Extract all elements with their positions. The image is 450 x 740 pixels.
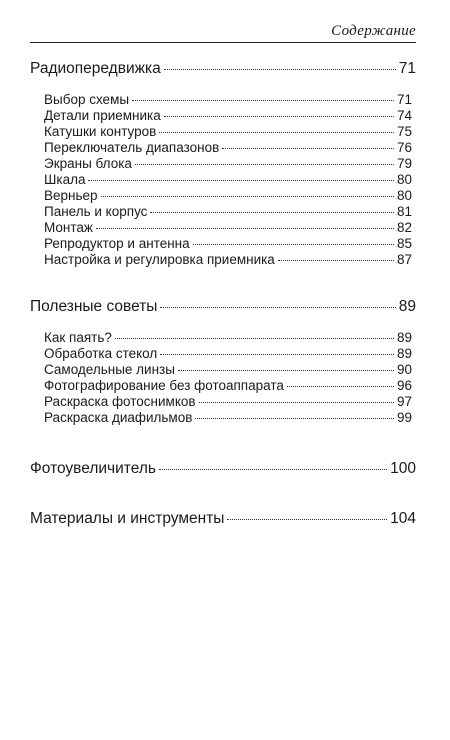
toc-item xyxy=(30,172,412,188)
leader-dots xyxy=(193,244,394,245)
toc-section-title: Фотоувеличитель xyxy=(30,460,156,477)
toc-page-number: 81 xyxy=(396,204,412,219)
toc-page-number: 71 xyxy=(396,92,412,107)
toc-item xyxy=(30,236,412,252)
toc-page-number: 97 xyxy=(396,394,412,409)
toc-page-number: 80 xyxy=(396,188,412,203)
toc-item-title: Раскраска фотоснимков xyxy=(44,394,196,409)
toc-item-title: Панель и корпус xyxy=(44,204,148,219)
header-title: Содержание xyxy=(331,23,416,39)
leader-dots xyxy=(227,519,387,520)
toc-item-title: Фотографирование без фотоаппарата xyxy=(44,378,284,393)
toc-page-number: 96 xyxy=(396,378,412,393)
toc-item xyxy=(30,252,412,268)
toc-item-title: Верньер xyxy=(44,188,98,203)
toc-page-number: 76 xyxy=(396,140,412,155)
toc-item-title: Монтаж xyxy=(44,220,93,235)
leader-dots xyxy=(199,402,394,403)
toc-item xyxy=(30,394,412,410)
leader-dots xyxy=(88,180,393,181)
toc-page-number: 90 xyxy=(396,362,412,377)
toc-item-title: Шкала xyxy=(44,172,86,187)
leader-dots xyxy=(135,164,394,165)
toc-item-title: Репродуктор и антенна xyxy=(44,236,190,251)
leader-dots xyxy=(101,196,394,197)
toc-page-number: 71 xyxy=(398,60,416,77)
toc-section-enlarger xyxy=(30,460,416,478)
toc-item xyxy=(30,188,412,204)
leader-dots xyxy=(164,116,394,117)
toc-item-title: Самодельные линзы xyxy=(44,362,175,377)
toc-item xyxy=(30,220,412,236)
toc-item xyxy=(30,124,412,140)
toc-page-number: 80 xyxy=(396,172,412,187)
toc-page-number: 99 xyxy=(396,410,412,425)
toc-item-title: Как паять? xyxy=(44,330,112,345)
toc-item-title: Экраны блока xyxy=(44,156,132,171)
leader-dots xyxy=(96,228,394,229)
leader-dots xyxy=(195,418,394,419)
toc-page-number: 87 xyxy=(396,252,412,267)
leader-dots xyxy=(287,386,394,387)
toc-section-radio xyxy=(30,60,416,78)
toc-section-title: Материалы и инструменты xyxy=(30,510,225,527)
toc-item-title: Детали приемника xyxy=(44,108,161,123)
leader-dots xyxy=(160,307,395,308)
toc-section-title: Радиопередвижка xyxy=(30,60,161,77)
leader-dots xyxy=(132,100,394,101)
leader-dots xyxy=(160,354,394,355)
toc-item xyxy=(30,362,412,378)
leader-dots xyxy=(278,260,394,261)
leader-dots xyxy=(115,338,394,339)
toc-item xyxy=(30,330,412,346)
toc-page-number: 79 xyxy=(396,156,412,171)
toc-item xyxy=(30,204,412,220)
leader-dots xyxy=(159,469,387,470)
toc-page-number: 89 xyxy=(396,330,412,345)
toc-item-title: Катушки контуров xyxy=(44,124,157,139)
toc-item-title: Раскраска диафильмов xyxy=(44,410,193,425)
toc-item xyxy=(30,156,412,172)
toc-item-title: Переключатель диапазонов xyxy=(44,140,220,155)
toc-section-materials xyxy=(30,510,416,528)
toc-item-title: Настройка и регулировка приемника xyxy=(44,252,275,267)
toc-page-number: 85 xyxy=(396,236,412,251)
toc-page-number: 100 xyxy=(390,460,416,477)
leader-dots xyxy=(178,370,394,371)
toc-item xyxy=(30,346,412,362)
toc-page-number: 104 xyxy=(390,510,416,527)
toc-page-number: 75 xyxy=(396,124,412,139)
running-header xyxy=(30,22,416,43)
toc-section-tips xyxy=(30,298,416,316)
leader-dots xyxy=(159,132,394,133)
toc-item xyxy=(30,92,412,108)
toc-section-title: Полезные советы xyxy=(30,298,158,315)
leader-dots xyxy=(222,148,394,149)
toc-item-title: Обработка стекол xyxy=(44,346,158,361)
toc-item xyxy=(30,140,412,156)
toc-page-number: 89 xyxy=(396,346,412,361)
toc-item-title: Выбор схемы xyxy=(44,92,130,107)
toc-page-number: 89 xyxy=(398,298,416,315)
toc-item xyxy=(30,108,412,124)
leader-dots xyxy=(164,69,396,70)
leader-dots xyxy=(150,212,394,213)
toc-page-number: 74 xyxy=(396,108,412,123)
toc-item xyxy=(30,378,412,394)
toc-page-number: 82 xyxy=(396,220,412,235)
toc-item xyxy=(30,410,412,426)
